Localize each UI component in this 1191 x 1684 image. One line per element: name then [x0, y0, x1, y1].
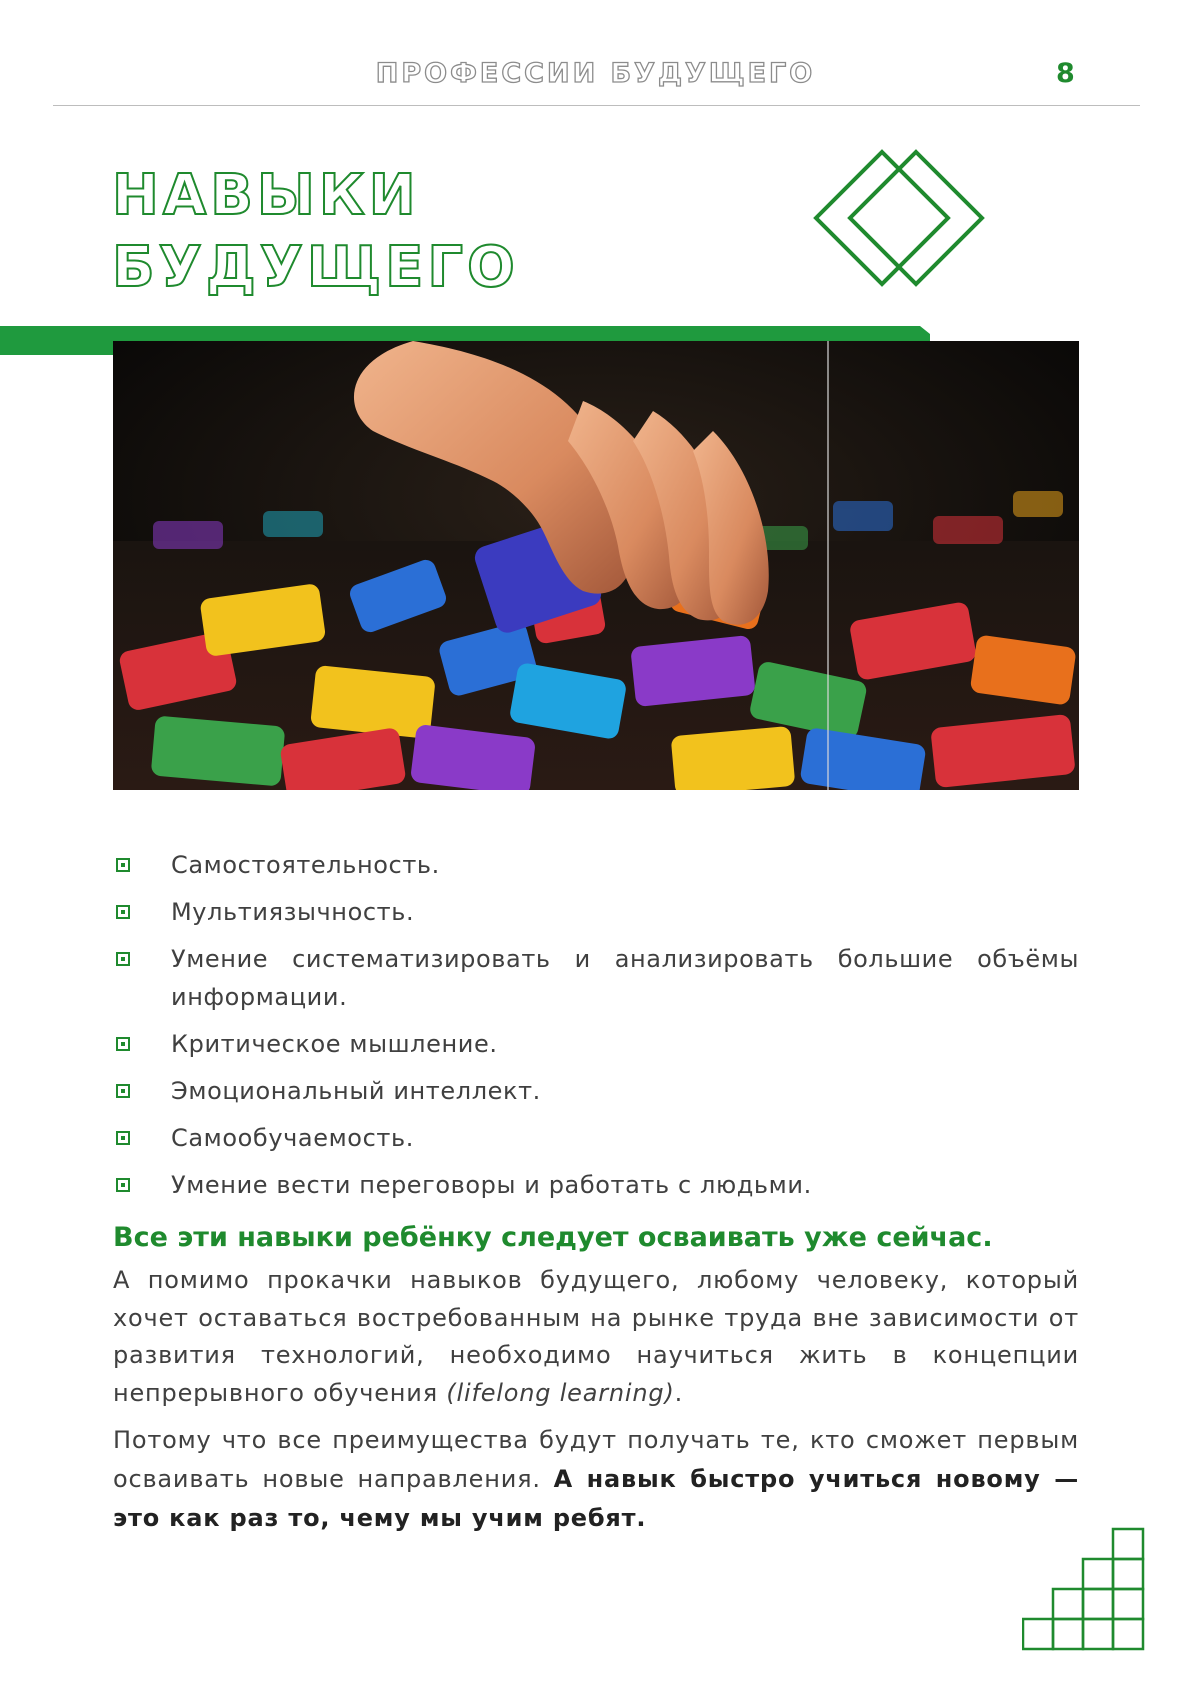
square-bullet-icon [116, 1084, 130, 1098]
list-item [113, 1166, 1079, 1204]
page-title [112, 160, 519, 304]
page-number: 8 [1056, 58, 1075, 89]
paragraph-end: . [674, 1378, 684, 1407]
square-bullet-icon [116, 858, 130, 872]
paragraph-text: Потому что все преимущества будут получать те, кто сможет первым осваивать новые направления. [113, 1426, 1079, 1493]
square-bullet-icon [116, 952, 130, 966]
page-title-line1: НАВЫКИ [112, 163, 420, 228]
list-item [113, 1025, 1079, 1063]
skill-text: Мультиязычность. [171, 898, 415, 926]
skill-text: Умение систематизировать и анализировать большие объёмы информации. [171, 945, 1079, 1011]
paragraph-italic: (lifelong learning) [446, 1378, 675, 1407]
skill-text: Самообучаемость. [171, 1124, 414, 1152]
skill-text: Умение вести переговоры и работать с людьми. [171, 1171, 812, 1199]
list-item [113, 940, 1079, 1016]
paragraph-bold: А навык быстро учиться новому — это как раз то, чему мы учим ребят. [113, 1465, 1080, 1532]
paragraph-advantages [113, 1421, 1079, 1538]
square-bullet-icon [116, 1037, 130, 1051]
list-item [113, 1072, 1079, 1110]
skills-list [113, 846, 1079, 1213]
list-item [113, 893, 1079, 931]
staircase-grid-icon [1022, 1527, 1146, 1651]
paragraph-text: А помимо прокачки навыков будущего, любому человеку, который хочет оставаться востребованным на рынке труда вне зависимости от развития технологий, необходимо научиться жить в концепции непрерывного обучения [113, 1266, 1079, 1407]
interlocking-diamonds-icon [812, 148, 986, 288]
callout-text: Все эти навыки ребёнку следует осваивать уже сейчас. [113, 1222, 993, 1253]
list-item [113, 846, 1079, 884]
list-item [113, 1119, 1079, 1157]
page-title-line2: БУДУЩЕГО [112, 235, 519, 300]
puzzle-photo [113, 341, 1079, 790]
header-divider [53, 105, 1140, 106]
square-bullet-icon [116, 1131, 130, 1145]
paragraph-lifelong-learning [113, 1262, 1079, 1412]
square-bullet-icon [116, 1178, 130, 1192]
skill-text: Эмоциональный интеллект. [171, 1077, 541, 1105]
skill-text: Самостоятельность. [171, 851, 440, 879]
running-header: ПРОФЕССИИ БУДУЩЕГО [375, 58, 816, 89]
skill-text: Критическое мышление. [171, 1030, 498, 1058]
puzzle-photo-illustration [113, 341, 1079, 790]
square-bullet-icon [116, 905, 130, 919]
